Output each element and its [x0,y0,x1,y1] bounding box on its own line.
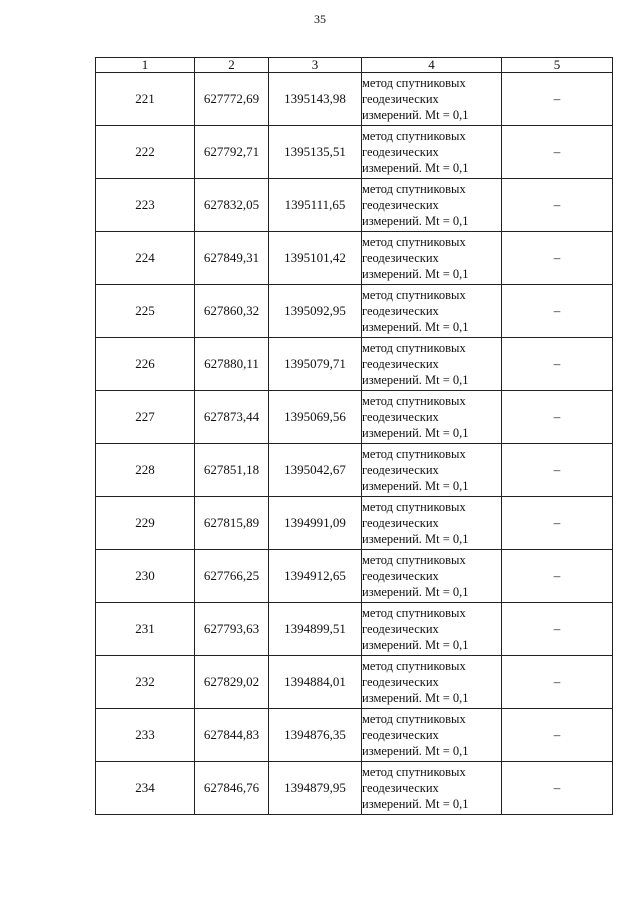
method-line: геодезических [362,251,439,265]
note-cell: – [502,232,613,285]
method-cell [362,550,502,603]
method-line: метод спутниковых [362,341,466,355]
method-cell [362,285,502,338]
column-header-2: 2 [195,58,269,73]
method-line: метод спутниковых [362,288,466,302]
point-number-cell: 223 [96,179,195,232]
method-line: геодезических [362,781,439,795]
table-row [96,656,613,709]
table-row [96,73,613,126]
point-number-cell: 234 [96,762,195,815]
method-line: геодезических [362,675,439,689]
method-line: метод спутниковых [362,500,466,514]
y-coordinate-cell: 1395042,67 [269,444,362,497]
x-coordinate-cell: 627829,02 [195,656,269,709]
method-cell [362,126,502,179]
method-line: метод спутниковых [362,76,466,90]
x-coordinate-cell: 627849,31 [195,232,269,285]
method-cell [362,709,502,762]
table-row [96,179,613,232]
method-cell [362,603,502,656]
method-line: геодезических [362,92,439,106]
point-number-cell: 233 [96,709,195,762]
method-line: геодезических [362,145,439,159]
point-number-cell: 229 [96,497,195,550]
method-line: геодезических [362,622,439,636]
coordinates-table [95,57,613,815]
method-line: измерений. Mt = 0,1 [362,479,469,493]
y-coordinate-cell: 1394884,01 [269,656,362,709]
method-line: метод спутниковых [362,235,466,249]
method-cell [362,391,502,444]
method-line: метод спутниковых [362,659,466,673]
method-cell [362,444,502,497]
note-cell: – [502,603,613,656]
method-cell [362,338,502,391]
column-header-1: 1 [96,58,195,73]
method-line: метод спутниковых [362,765,466,779]
y-coordinate-cell: 1394876,35 [269,709,362,762]
x-coordinate-cell: 627815,89 [195,497,269,550]
method-line: метод спутниковых [362,553,466,567]
table-row [96,338,613,391]
method-line: измерений. Mt = 0,1 [362,373,469,387]
method-line: геодезических [362,410,439,424]
method-line: геодезических [362,569,439,583]
x-coordinate-cell: 627851,18 [195,444,269,497]
y-coordinate-cell: 1394899,51 [269,603,362,656]
method-line: измерений. Mt = 0,1 [362,426,469,440]
method-line: метод спутниковых [362,182,466,196]
method-line: измерений. Mt = 0,1 [362,108,469,122]
x-coordinate-cell: 627772,69 [195,73,269,126]
note-cell: – [502,550,613,603]
method-line: измерений. Mt = 0,1 [362,585,469,599]
note-cell: – [502,762,613,815]
note-cell: – [502,709,613,762]
method-cell [362,497,502,550]
table-row [96,444,613,497]
point-number-cell: 231 [96,603,195,656]
method-line: измерений. Mt = 0,1 [362,744,469,758]
method-line: метод спутниковых [362,447,466,461]
method-line: метод спутниковых [362,394,466,408]
method-line: измерений. Mt = 0,1 [362,267,469,281]
note-cell: – [502,391,613,444]
note-cell: – [502,179,613,232]
note-cell: – [502,444,613,497]
note-cell: – [502,126,613,179]
table-row [96,762,613,815]
table-row [96,603,613,656]
y-coordinate-cell: 1394912,65 [269,550,362,603]
y-coordinate-cell: 1395101,42 [269,232,362,285]
note-cell: – [502,497,613,550]
method-line: геодезических [362,516,439,530]
table-row [96,391,613,444]
column-header-5: 5 [502,58,613,73]
note-cell: – [502,656,613,709]
note-cell: – [502,73,613,126]
table-header-row [96,58,613,73]
method-line: измерений. Mt = 0,1 [362,691,469,705]
x-coordinate-cell: 627844,83 [195,709,269,762]
table-row [96,126,613,179]
x-coordinate-cell: 627846,76 [195,762,269,815]
table-row [96,232,613,285]
y-coordinate-cell: 1395111,65 [269,179,362,232]
method-cell [362,179,502,232]
method-line: геодезических [362,304,439,318]
table-body [96,73,613,815]
y-coordinate-cell: 1394991,09 [269,497,362,550]
y-coordinate-cell: 1395135,51 [269,126,362,179]
method-cell [362,73,502,126]
method-line: измерений. Mt = 0,1 [362,797,469,811]
table-row [96,550,613,603]
y-coordinate-cell: 1395069,56 [269,391,362,444]
method-line: метод спутниковых [362,606,466,620]
note-cell: – [502,285,613,338]
method-line: измерений. Mt = 0,1 [362,320,469,334]
column-header-4: 4 [362,58,502,73]
table-row [96,285,613,338]
x-coordinate-cell: 627793,63 [195,603,269,656]
note-cell: – [502,338,613,391]
point-number-cell: 228 [96,444,195,497]
method-line: измерений. Mt = 0,1 [362,532,469,546]
point-number-cell: 221 [96,73,195,126]
method-cell [362,232,502,285]
method-line: геодезических [362,357,439,371]
method-cell [362,656,502,709]
method-line: измерений. Mt = 0,1 [362,161,469,175]
point-number-cell: 227 [96,391,195,444]
y-coordinate-cell: 1394879,95 [269,762,362,815]
x-coordinate-cell: 627832,05 [195,179,269,232]
point-number-cell: 222 [96,126,195,179]
point-number-cell: 225 [96,285,195,338]
method-line: измерений. Mt = 0,1 [362,214,469,228]
y-coordinate-cell: 1395143,98 [269,73,362,126]
table-row [96,497,613,550]
y-coordinate-cell: 1395092,95 [269,285,362,338]
method-cell [362,762,502,815]
method-line: метод спутниковых [362,712,466,726]
x-coordinate-cell: 627880,11 [195,338,269,391]
point-number-cell: 232 [96,656,195,709]
y-coordinate-cell: 1395079,71 [269,338,362,391]
method-line: геодезических [362,198,439,212]
x-coordinate-cell: 627792,71 [195,126,269,179]
method-line: геодезических [362,728,439,742]
point-number-cell: 226 [96,338,195,391]
column-header-3: 3 [269,58,362,73]
page-number: 35 [314,12,326,26]
x-coordinate-cell: 627766,25 [195,550,269,603]
method-line: измерений. Mt = 0,1 [362,638,469,652]
method-line: геодезических [362,463,439,477]
method-line: метод спутниковых [362,129,466,143]
x-coordinate-cell: 627860,32 [195,285,269,338]
x-coordinate-cell: 627873,44 [195,391,269,444]
point-number-cell: 224 [96,232,195,285]
table-row [96,709,613,762]
point-number-cell: 230 [96,550,195,603]
